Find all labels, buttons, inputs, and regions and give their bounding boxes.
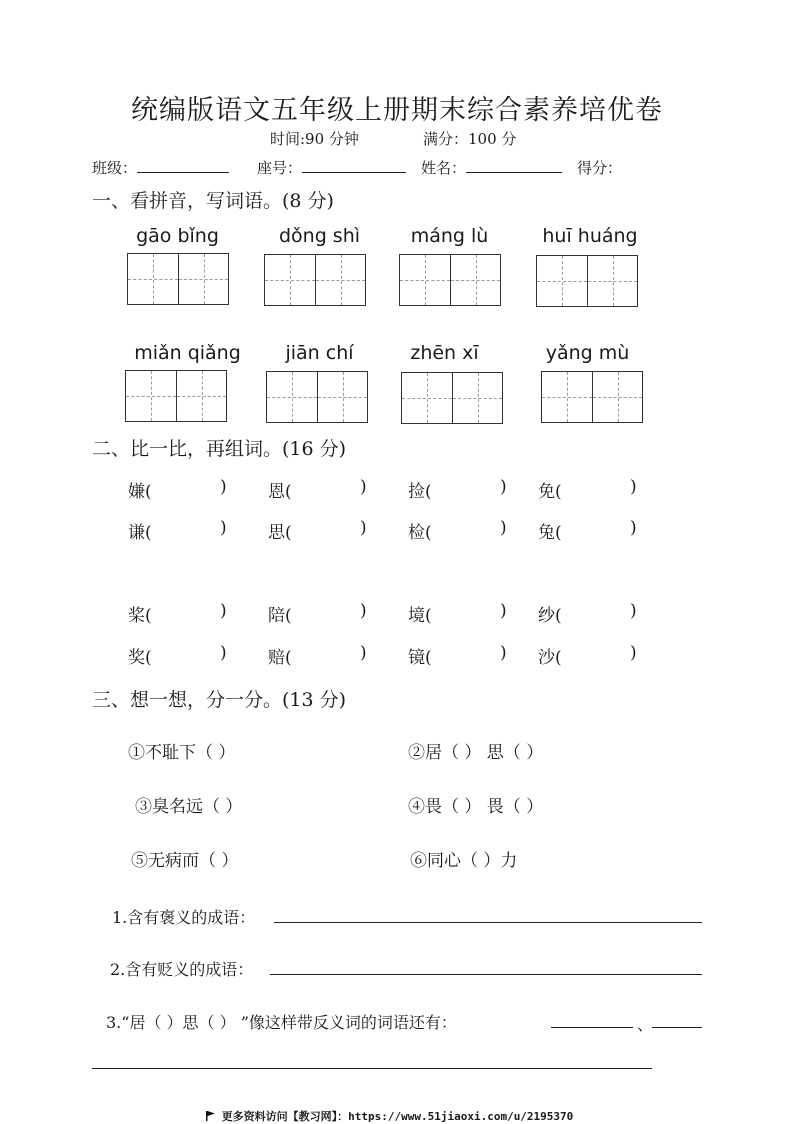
name-field: [421, 157, 562, 178]
idiom-item: ⑥同心（ ）力: [410, 851, 518, 871]
idiom-item: ⑤无病而（ ）: [131, 851, 239, 871]
compare-item: 沙(: [538, 648, 562, 668]
compare-item: 赔(: [268, 648, 292, 668]
close-paren: ): [630, 643, 637, 663]
pinyin-label: máng lù: [410, 225, 489, 247]
tianzige-box[interactable]: [266, 371, 368, 423]
close-paren: ): [630, 601, 637, 621]
section1-heading: 一、看拼音，写词语。(8 分): [92, 190, 334, 212]
footer-text: 更多资料访问【教习网】：https://www.51jiaoxi.com/u/2195370: [221, 1110, 574, 1123]
close-paren: ): [500, 601, 507, 621]
compare-item: 兔(: [538, 523, 562, 543]
compare-item: 陪(: [268, 606, 292, 626]
footer-link[interactable]: [206, 1108, 573, 1124]
pinyin-label: huī huáng: [542, 225, 638, 247]
page-title: 统编版语文五年级上册期末综合素养培优卷: [131, 95, 663, 126]
close-paren: ): [630, 477, 637, 497]
pinyin-label: miǎn qiǎng: [134, 342, 241, 364]
compare-item: 思(: [268, 523, 292, 543]
compare-item: 嫌(: [128, 482, 152, 502]
section3-heading: 三、想一想，分一分。(13 分): [92, 689, 347, 711]
tianzige-box[interactable]: [264, 254, 366, 306]
question-2: 2.含有贬义的成语：: [110, 960, 254, 979]
close-paren: ): [500, 643, 507, 663]
close-paren: ): [500, 518, 507, 538]
separator: 、: [637, 1015, 654, 1034]
answer-line-3c[interactable]: [92, 1068, 652, 1069]
score-field: [577, 157, 622, 178]
name-label: 姓名：: [421, 159, 467, 177]
close-paren: ): [360, 477, 367, 497]
compare-item: 境(: [408, 606, 432, 626]
idiom-item: ③臭名远（ ）: [135, 797, 243, 817]
compare-item: 捡(: [408, 482, 432, 502]
close-paren: ): [360, 518, 367, 538]
close-paren: ): [630, 518, 637, 538]
close-paren: ): [220, 601, 227, 621]
close-paren: ): [360, 643, 367, 663]
idiom-item: ①不耻下（ ）: [128, 743, 236, 763]
compare-item: 奖(: [128, 648, 152, 668]
answer-line-3b[interactable]: [652, 1027, 702, 1028]
compare-item: 镜(: [408, 648, 432, 668]
pinyin-label: zhēn xī: [410, 342, 479, 364]
compare-item: 检(: [408, 523, 432, 543]
section2-heading: 二、比一比，再组词。(16 分): [92, 438, 347, 460]
flag-icon: [206, 1111, 215, 1121]
close-paren: ): [360, 601, 367, 621]
pinyin-label: jiān chí: [285, 342, 354, 364]
compare-item: 纱(: [538, 606, 562, 626]
answer-line-1[interactable]: [274, 922, 702, 923]
compare-item: 恩(: [268, 482, 292, 502]
answer-line-3a[interactable]: [551, 1027, 633, 1028]
exam-total-score: 满分：100 分: [423, 130, 517, 148]
tianzige-box[interactable]: [125, 370, 227, 422]
tianzige-box[interactable]: [536, 255, 638, 307]
tianzige-box[interactable]: [127, 253, 229, 305]
score-label: 得分：: [577, 159, 623, 177]
close-paren: ): [220, 643, 227, 663]
seat-label: 座号：: [257, 159, 303, 177]
name-blank[interactable]: [466, 158, 562, 173]
idiom-item: ②居（ ） 思（ ）: [408, 743, 544, 763]
compare-item: 谦(: [128, 523, 152, 543]
tianzige-box[interactable]: [541, 371, 643, 423]
pinyin-label: gāo bǐng: [136, 225, 219, 247]
tianzige-box[interactable]: [401, 372, 503, 424]
question-3: 3.“居（ ）思（ ） ”像这样带反义词的词语还有：: [106, 1013, 457, 1032]
answer-line-2[interactable]: [270, 974, 702, 975]
class-label: 班级：: [92, 159, 138, 177]
idiom-item: ④畏（ ） 畏（ ）: [408, 797, 544, 817]
question-1: 1.含有褒义的成语：: [112, 908, 256, 927]
compare-item: 桨(: [128, 606, 152, 626]
close-paren: ): [220, 477, 227, 497]
seat-field: [257, 157, 406, 178]
class-blank[interactable]: [137, 158, 229, 173]
close-paren: ): [500, 477, 507, 497]
close-paren: ): [220, 518, 227, 538]
pinyin-label: dǒng shì: [278, 225, 361, 247]
class-field: [92, 157, 229, 178]
exam-time: 时间:90 分钟: [270, 130, 359, 148]
tianzige-box[interactable]: [399, 254, 501, 306]
compare-item: 免(: [538, 482, 562, 502]
seat-blank[interactable]: [302, 158, 406, 173]
pinyin-label: yǎng mù: [545, 342, 630, 364]
